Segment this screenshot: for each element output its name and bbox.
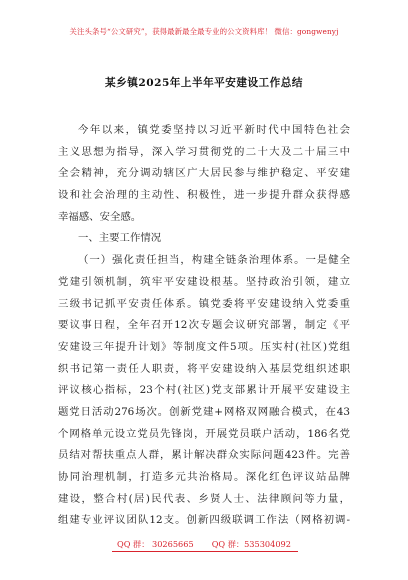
body-line: 全会精神，充分调动辖区广大居民参与维护稳定、平安建 [58,167,350,180]
body-line: 题党日活动276场次。创新党建+网格双网融合模式，在43 [58,405,350,418]
section-heading: 一、主要工作情况 [78,232,162,245]
body-line: 建设，整合村(居)民代表、乡贤人士、法律顾问等力量， [58,492,350,505]
body-line: 幸福感、安全感。 [58,210,142,223]
document-title: 某乡镇2025年上半年平安建设工作总结 [105,77,303,89]
body-line: 今年以来，镇党委坚持以习近平新时代中国特色社会 [78,124,350,136]
body-line: 员结对帮扶重点人群，累计解决群众实际问题423件。完善 [58,449,350,462]
body-line: 组建专业评议团队12支。创新四级联调工作法（网格初调- [58,514,350,527]
footer-divider [112,551,298,552]
document-body [58,120,350,532]
body-line: 个网格单元设立党员先锋岗，开展党员联户活动，186名党 [58,427,350,440]
footer-qq-group-1: QQ 群： 30265665 [117,539,194,549]
body-line: 要议事日程，全年召开12次专题会议研究部署，制定《平 [58,319,350,332]
top-banner: 关注头条号“公文研究”，获得最新最全最专业的公文资料库！ 微信：gongwenyj [69,27,339,36]
body-line: 协同治理机制，打造多元共治格局。深化红色评议站品牌 [58,471,350,483]
body-line: （一）强化责任担当，构建全链条治理体系。一是健全 [78,254,350,267]
footer-qq-group-2: QQ 群：535304092 [211,539,291,549]
body-line: 织书记第一责任人职责，将平安建设纳入基层党组织述职 [58,362,350,375]
body-line: 安建设三年提升计划》等制度文件5项。压实村(社区)党组 [58,340,350,353]
body-line: 评议核心指标，23个村(社区)党支部累计开展平安建设主 [58,384,350,397]
body-line: 设和社会治理的主动性、积极性，进一步提升群众获得感 [58,189,350,202]
body-line: 党建引领机制，筑牢平安建设根基。坚持政治引领，建立 [58,275,350,288]
body-line: 主义思想为指导，深入学习贯彻党的二十大及二十届三中 [58,145,350,158]
body-line: 三级书记抓平安责任体系。镇党委将平安建设纳入党委重 [58,297,350,310]
footer-qq-groups [0,539,408,550]
